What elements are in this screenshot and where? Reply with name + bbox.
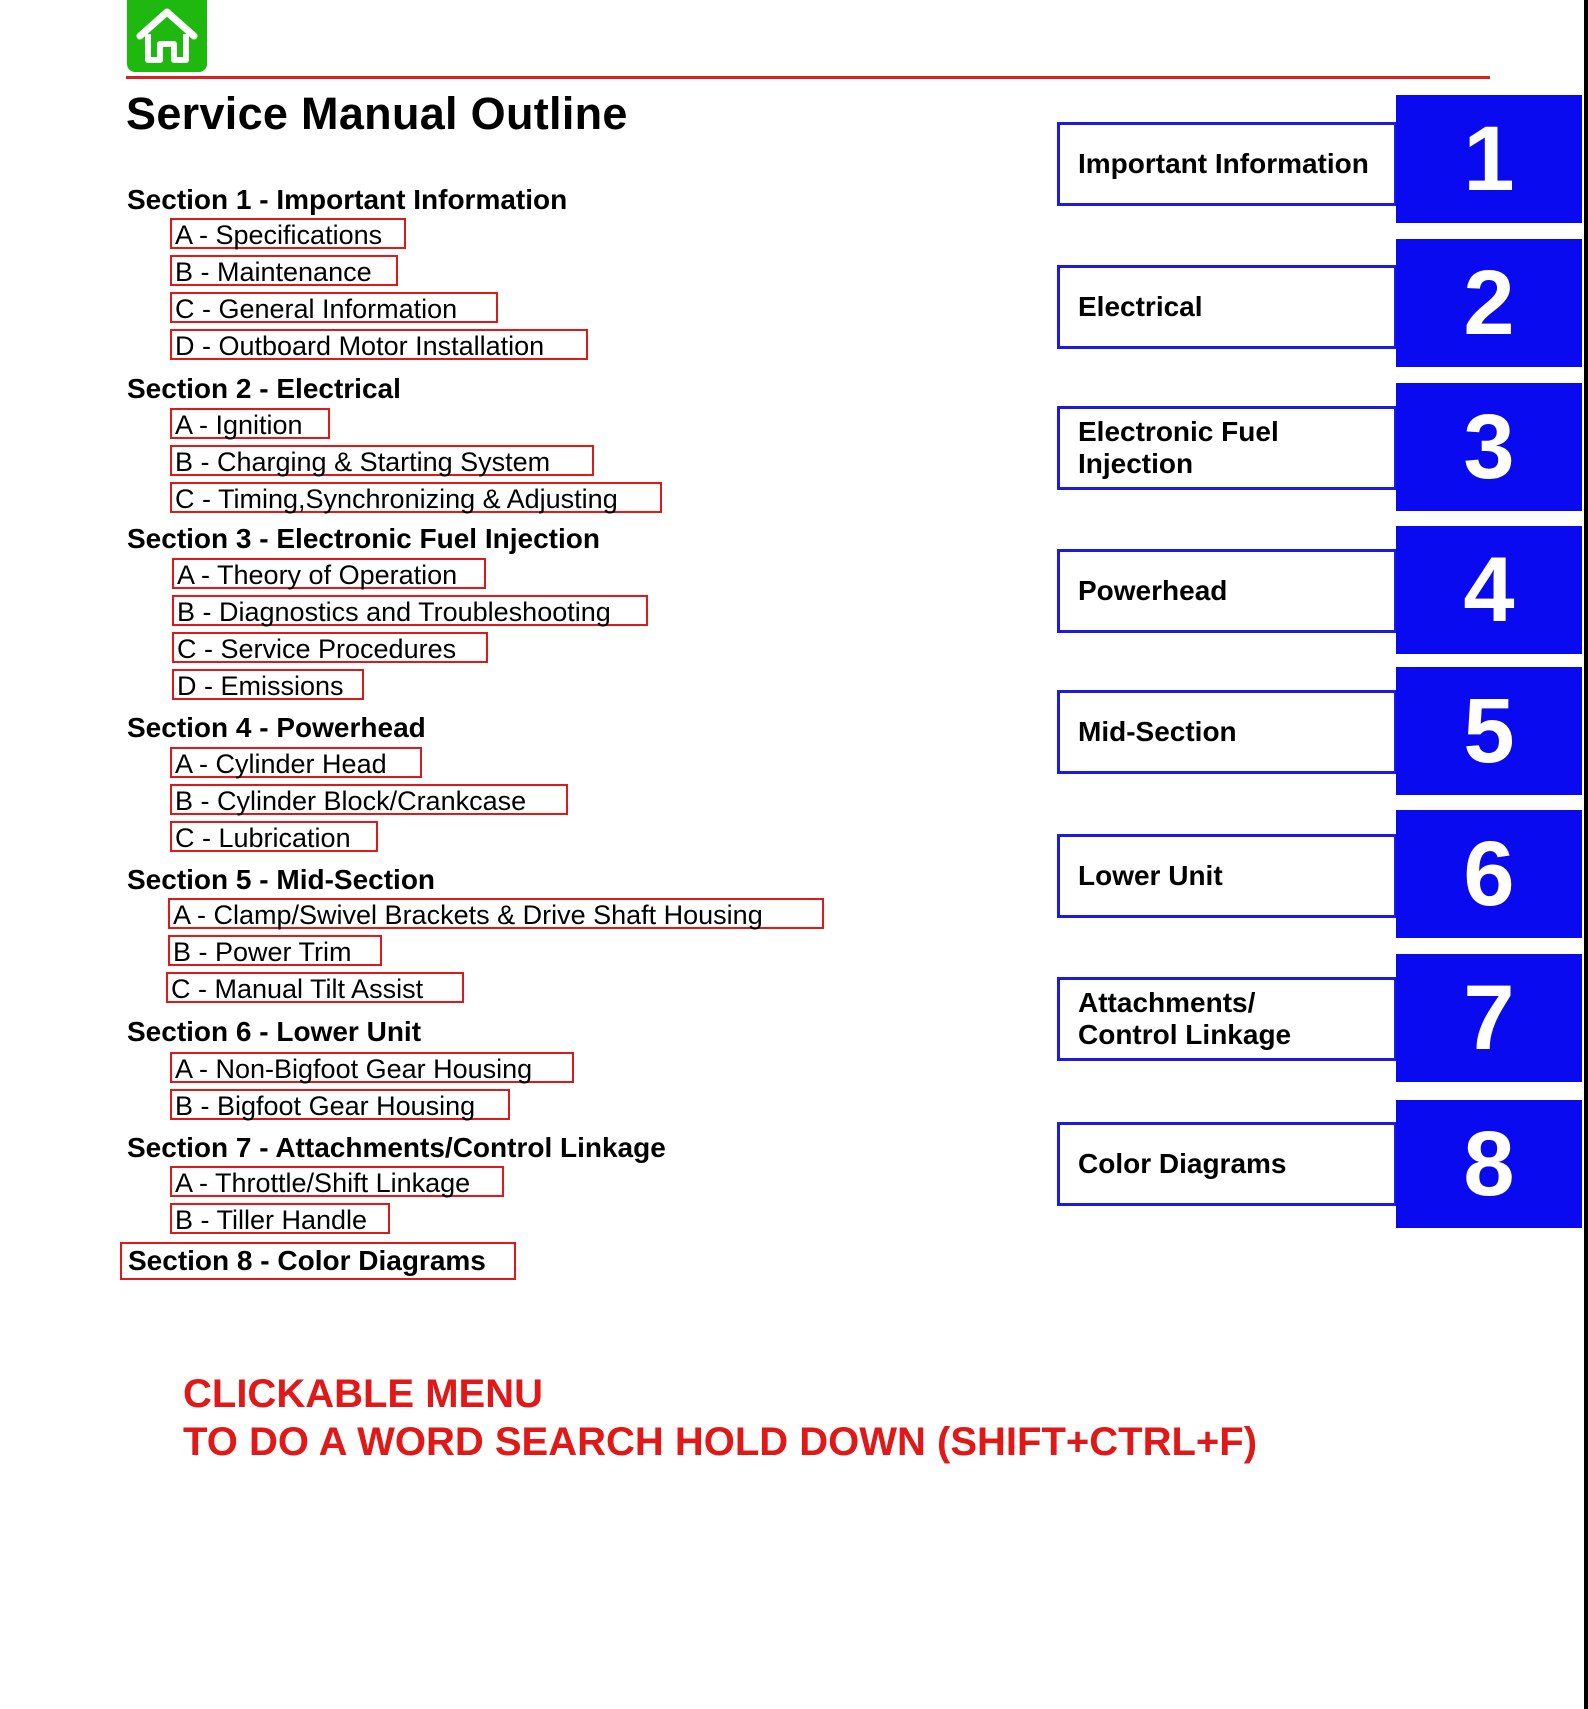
link-2c-timing-synchronizing-adjusting[interactable]: C - Timing,Synchronizing & Adjusting xyxy=(170,482,662,513)
section-heading-5: Section 5 - Mid-Section xyxy=(127,864,436,895)
tab-label-7[interactable] xyxy=(1057,977,1397,1061)
section-heading-6: Section 6 - Lower Unit xyxy=(127,1016,422,1047)
tab-label-6-text: Lower Unit xyxy=(1078,860,1223,891)
link-3a-theory-of-operation[interactable]: A - Theory of Operation xyxy=(172,558,486,589)
tab-label-6[interactable] xyxy=(1057,834,1397,918)
section-heading-3: Section 3 - Electronic Fuel Injection xyxy=(127,523,600,554)
tab-label-8[interactable] xyxy=(1057,1122,1397,1206)
link-4b-cylinder-block-crankcase[interactable]: B - Cylinder Block/Crankcase xyxy=(170,784,568,815)
tab-label-1[interactable] xyxy=(1057,122,1397,206)
section-heading-1: Section 1 - Important Information xyxy=(127,184,568,215)
notice-line-1: CLICKABLE MENU xyxy=(183,1372,543,1416)
tab-label-3-line1: Electronic Fuel xyxy=(1078,416,1279,447)
home-button[interactable] xyxy=(127,0,207,72)
tab-label-4[interactable] xyxy=(1057,549,1397,633)
tab-label-3[interactable] xyxy=(1057,406,1397,490)
link-3b-diagnostics-troubleshooting[interactable]: B - Diagnostics and Troubleshooting xyxy=(172,595,648,626)
link-3d-emissions[interactable]: D - Emissions xyxy=(172,669,364,700)
notice-line-2: TO DO A WORD SEARCH HOLD DOWN (SHIFT+CTRL+F) xyxy=(183,1420,1258,1464)
link-5b-power-trim[interactable]: B - Power Trim xyxy=(168,935,382,966)
tab-number-4[interactable]: 4 xyxy=(1396,526,1582,654)
link-1a-specifications[interactable]: A - Specifications xyxy=(170,218,406,249)
section-heading-4: Section 4 - Powerhead xyxy=(127,712,426,743)
tab-number-2[interactable]: 2 xyxy=(1396,239,1582,367)
tab-label-8-text: Color Diagrams xyxy=(1078,1148,1287,1179)
tab-label-3-line2: Injection xyxy=(1078,448,1194,479)
link-7b-tiller-handle[interactable]: B - Tiller Handle xyxy=(170,1203,390,1234)
link-1d-outboard-motor-installation[interactable]: D - Outboard Motor Installation xyxy=(170,329,588,360)
header-divider xyxy=(126,76,1490,79)
page-title: Service Manual Outline xyxy=(126,88,628,139)
tab-label-3-text xyxy=(1078,416,1279,480)
tab-label-4-text: Powerhead xyxy=(1078,575,1228,606)
link-2b-charging-starting-system[interactable]: B - Charging & Starting System xyxy=(170,445,594,476)
home-icon xyxy=(136,8,198,64)
tab-number-7[interactable]: 7 xyxy=(1396,954,1582,1082)
link-7a-throttle-shift-linkage[interactable]: A - Throttle/Shift Linkage xyxy=(170,1166,504,1197)
link-section-8-color-diagrams[interactable]: Section 8 - Color Diagrams xyxy=(120,1242,516,1280)
link-4c-lubrication[interactable]: C - Lubrication xyxy=(170,821,378,852)
section-heading-7: Section 7 - Attachments/Control Linkage xyxy=(127,1132,666,1163)
link-2a-ignition[interactable]: A - Ignition xyxy=(170,408,330,439)
link-6a-non-bigfoot-gear-housing[interactable]: A - Non-Bigfoot Gear Housing xyxy=(170,1052,574,1083)
tab-number-8[interactable]: 8 xyxy=(1396,1100,1582,1228)
tab-label-7-line1: Attachments/ xyxy=(1078,987,1256,1018)
tab-label-2[interactable] xyxy=(1057,265,1397,349)
section-heading-2: Section 2 - Electrical xyxy=(127,373,401,404)
link-4a-cylinder-head[interactable]: A - Cylinder Head xyxy=(170,747,422,778)
tab-number-6[interactable]: 6 xyxy=(1396,810,1582,938)
link-5a-clamp-swivel-brackets[interactable]: A - Clamp/Swivel Brackets & Drive Shaft Housing xyxy=(168,898,824,929)
tab-number-5[interactable]: 5 xyxy=(1396,667,1582,795)
tab-label-2-text: Electrical xyxy=(1078,291,1203,322)
link-3c-service-procedures[interactable]: C - Service Procedures xyxy=(172,632,488,663)
link-5c-manual-tilt-assist[interactable]: C - Manual Tilt Assist xyxy=(166,972,464,1003)
tab-label-7-line2: Control Linkage xyxy=(1078,1019,1292,1050)
tab-label-5-text: Mid-Section xyxy=(1078,716,1237,747)
instructions-notice xyxy=(183,1370,1257,1466)
link-6b-bigfoot-gear-housing[interactable]: B - Bigfoot Gear Housing xyxy=(170,1089,510,1120)
tab-label-7-text xyxy=(1078,987,1291,1051)
tab-number-1[interactable]: 1 xyxy=(1396,95,1582,223)
tab-label-5[interactable] xyxy=(1057,690,1397,774)
page-edge xyxy=(1584,0,1588,1709)
link-1b-maintenance[interactable]: B - Maintenance xyxy=(170,255,398,286)
tab-number-3[interactable]: 3 xyxy=(1396,383,1582,511)
link-1c-general-information[interactable]: C - General Information xyxy=(170,292,498,323)
tab-label-1-text: Important Information xyxy=(1078,148,1369,179)
